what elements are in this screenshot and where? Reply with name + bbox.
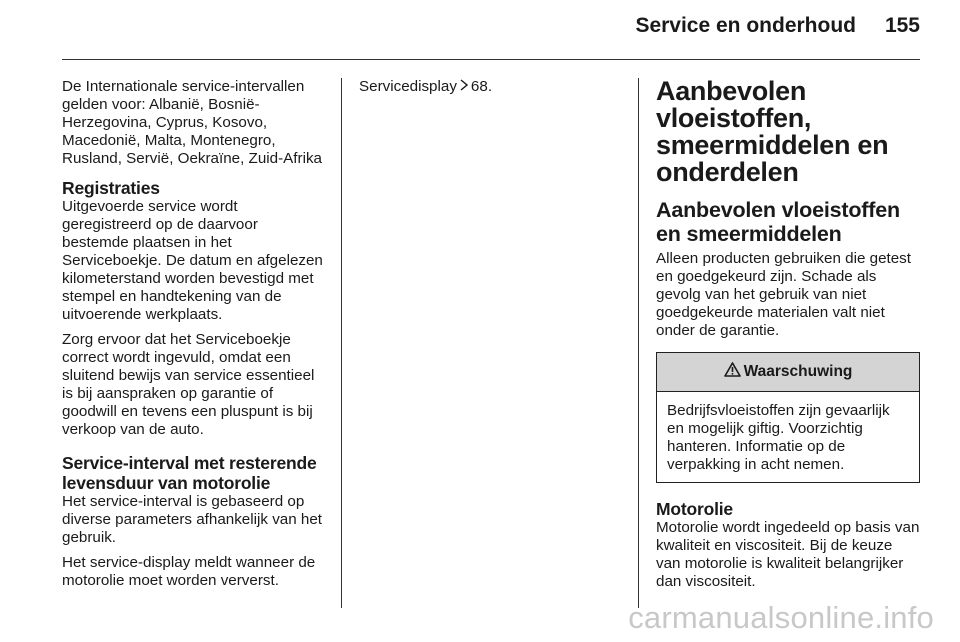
column-1 [62, 78, 328, 597]
intro-paragraph: De Internationale service-intervallen gelden voor: Albanië, Bosnië-Herzegovina, Cyprus, Kosovo, Macedonië, Malta, Montenegro, Rusland, Servië, Oekraïne, Zuid-Afrika [62, 78, 322, 167]
column-divider-2 [638, 78, 639, 608]
warning-header [657, 353, 919, 392]
service-interval-paragraph-2: Het service-display meldt wanneer de motorolie moet worden ververst. [62, 554, 316, 589]
column-divider-1 [341, 78, 342, 608]
column-3 [656, 78, 920, 598]
warning-label: Waarschuwing [743, 363, 853, 380]
registraties-heading: Registraties [62, 178, 160, 198]
warning-triangle-icon [724, 362, 741, 382]
servicedisplay-reference[interactable] [359, 78, 625, 96]
registraties-paragraph-1: Uitgevoerde service wordt geregistreerd op de daarvoor bestemde plaatsen in het Serviceboekje. De datum en afgelezen kilometerstand worden bevestigd met stempel en handtekening van de uitvoerende werkplaats. [62, 198, 323, 323]
fluids-paragraph: Alleen producten gebruiken die getest en goedgekeurd zijn. Schade als gevolg van het gebruik van niet goedgekeurde materialen valt niet onder de garantie. [656, 250, 911, 339]
column-2 [359, 78, 625, 103]
header-rule [62, 59, 920, 60]
page-header-title: Service en onderhoud [635, 14, 856, 37]
reference-page: 68. [470, 78, 493, 95]
registraties-paragraph-2: Zorg ervoor dat het Serviceboekje correct wordt ingevuld, omdat een sluitend bewijs van service essentieel is bij aanspraken op garantie of goodwill en tevens een pluspunt is bij verkoop van de auto. [62, 331, 315, 438]
site-watermark: carmanualsonline.info [628, 600, 934, 635]
section-subtitle: Aanbevolen vloeistoffen en smeermiddelen [656, 198, 900, 246]
page-number: 155 [884, 14, 920, 37]
service-interval-heading: Service-interval met resterende levensduur van motorolie [62, 453, 317, 493]
section-title: Aanbevolen vloeistoffen, smeermiddelen en onderdelen [656, 76, 889, 187]
motorolie-paragraph: Motorolie wordt ingedeeld op basis van kwaliteit en viscositeit. Bij de keuze van motorolie is kwaliteit belangrijker dan viscositeit. [656, 519, 920, 590]
reference-text: Servicedisplay [359, 78, 457, 95]
motorolie-heading: Motorolie [656, 499, 733, 519]
service-interval-paragraph-1: Het service-interval is gebaseerd op diverse parameters afhankelijk van het gebruik. [62, 493, 323, 546]
page-reference-arrow-icon [460, 78, 468, 96]
warning-box [656, 352, 920, 483]
warning-text: Bedrijfsvloeistoffen zijn gevaarlijk en mogelijk giftig. Voorzichtig hanteren. Informatie op de verpakking in acht nemen. [667, 402, 890, 473]
